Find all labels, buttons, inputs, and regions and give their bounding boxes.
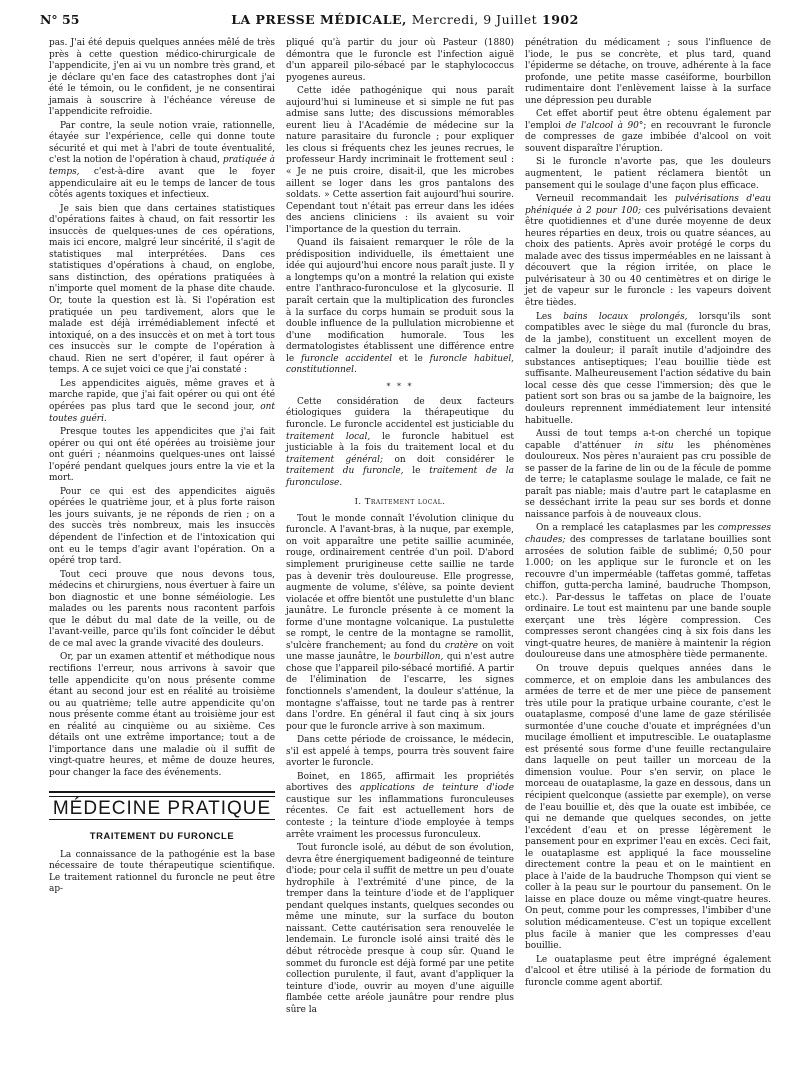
journal-name: LA PRESSE MÉDICALE, (231, 12, 407, 27)
paragraph: pénétration du médicament ; sous l'influence de l'iode, le pus se concrète, et plus tard, quand l'épiderme se détache, on trouve, adhérente à la face profonde, une petite masse caséiforme, bourbillon rudimentaire dont l'enlèvement laisse à la surface une dépression peu durable (525, 38, 771, 106)
paragraph: pliqué qu'à partir du jour où Pasteur (1880) démontra que le furoncle est l'infection aiguë d'un appareil pilo-sébacé par le staphylococcus pyogenes aureus. (286, 38, 514, 83)
section-title: MÉDECINE PRATIQUE (52, 798, 272, 820)
column-3 (525, 38, 771, 989)
paragraph: On a remplacé les cataplasmes par les compresses chaudes; des compresses de tarlatane bouillies sont arrosées de solution faible de sublimé; 0,50 pour 1.000; on les applique sur le furoncle et on les recouvre d'un imperméable (taffetas gommé, taffetas chiffon, gutta-percha laminé, baudruche Thompson, etc.). Par-dessus le taffetas on place de l'ouate ordinaire. Le tout est maintenu par une bande souple exerçant une très légère compression. Ces compresses seront changées cinq à six fois dans les vingt-quatre heures, de manière à maintenir la région douloureuse dans une atmosphère tiède permanente. (525, 523, 771, 661)
paragraph: Le ouataplasme peut être imprégné également d'alcool et être utilisé à la période de formation du furoncle comme agent abortif. (525, 954, 771, 988)
paragraph: Tout furoncle isolé, au début de son évolution, devra être énergiquement badigeonné de teinture d'iode; pour cela il suffit de mettre un peu d'ouate hydrophile à l'extrémité d'une pince, de la tremper dans la teinture d'iode et de l'appliquer pendant quelques instants, quelques secondes ou même une minute, sur la surface du bouton naissant. Cette cautérisation sera renouvelée le lendemain. Le furoncle isolé ainsi traité dès le début rétrocède presque à coup sûr. Quand le sommet du furoncle est déjà formé par une petite collection purulente, il faut, avant d'appliquer la teinture d'iode, ouvrir au moyen d'une aiguille flambée cette aréole jaunâtre pour rendre plus sûre la (286, 843, 514, 1015)
paragraph: Pour ce qui est des appendicites aiguës opérées le quatrième jour, et à plus forte raison les jours suivants, je ne réponds de rien ; on a des succès très nombreux, mais les insuccès dépendent de l'infection et de l'intoxication qui ont eu le temps d'agir avant l'opération. On a opéré trop tard. (49, 486, 275, 567)
paragraph: Dans cette période de croissance, le médecin, s'il est appelé à temps, pourra très souvent faire avorter le furoncle. (286, 735, 514, 769)
paragraph: pas. J'ai été depuis quelques années mêlé de très près à cette question médico-chirurgicale de l'appendicite, j'en ai vu un nombre très grand, et je déclare qu'en face des catastrophes dont j'ai été le témoin, ou le confident, je ne consentirai jamais à souscrire à l'échéance véreuse de l'appendicite refroidie. (49, 38, 275, 118)
paragraph: Je sais bien que dans certaines statistiques d'opérations faites à chaud, on fait ressortir les insuccès de quelques-unes de ces opérations, mais ici encore, malgré leur sincérité, il s'agit de statistiques mal interprétées. Dans ces statistiques d'opérations à chaud, on englobe, sans distinction, des opérations pratiquées à n'importe quel moment de la phase dite chaude. Or, toute la question est là. Si l'opération est pratiquée un peu tardivement, alors que le malade est déjà irrémédiablement infecté et intoxiqué, on a des insuccès et on met à tort tous ces insuccès sur le compte de l'opération à chaud. Rien ne sert d'opérer, il faut opérer à temps. A ce sujet voici ce que j'ai constaté : (49, 203, 275, 376)
page-number: N° 55 (40, 12, 80, 27)
issue-date: Mercredi, 9 Juillet (411, 12, 538, 27)
paragraph: Cette considération de deux facteurs étiologiques guidera la thérapeutique du furoncle. Le furoncle accidentel est justiciable du traitement local, le furoncle habituel est justiciable à la fois du traitement local et du traitement général; on doit considérer le traitement du furoncle, le traitement de la furonculose. (286, 396, 514, 488)
paragraph: Par contre, la seule notion vraie, rationnelle, étayée sur l'expérience, celle qui donne toute sécurité et qui met à l'abri de toute éventualité, c'est la notion de l'opération à chaud, pratiquée à temps, c'est-à-dire avant que le foyer appendiculaire ait eu le temps de lancer de tous côtés agents toxiques et infectieux. (49, 120, 275, 201)
page-header (40, 12, 770, 32)
section-rule-under-title (49, 819, 275, 820)
paragraph: Tout le monde connaît l'évolution clinique du furoncle. A l'avant-bras, à la nuque, par exemple, on voit apparaître une petite saillie acuminée, rouge, ordinairement centrée d'un poil. D'abord simplement prurigineuse cette saillie ne tarde pas à devenir très douloureuse. Elle progresse, augmente de volume, s'élève, sa pointe devient violacée et offre bientôt une pustulette d'un blanc jaunâtre. Le furoncle présente à ce moment la forme d'une montagne volcanique. La pustulette se rompt, le centre de la montagne se ramollit, s'ulcère franchement; au fond du cratère on voit une masse jaunâtre, le bourbillon, qui n'est autre chose que l'appareil pilo-sébacé mortifié. A partir de l'élimination de l'escarre, les signes fonctionnels s'amendent, la douleur s'atténue, la montagne s'affaisse, tout ne tarde pas à rentrer dans l'ordre. En général il faut cinq à six jours pour que le furoncle arrive à son maximum. (286, 513, 515, 732)
paragraph: Les appendicites aiguës, même graves et à marche rapide, que j'ai fait opérer ou qui ont été opérées pas plus tard que le second jour, ont toutes guéri. (49, 378, 276, 424)
paragraph: La connaissance de la pathogénie est la base nécessaire de toute thérapeutique scientifique. Le traitement rationnel du furoncle ne peut être ap- (49, 849, 275, 895)
paragraph: Cette idée pathogénique qui nous paraît aujourd'hui si lumineuse et si simple ne fut pas admise sans lutte; des discussions mémorables eurent lieu à l'Académie de médecine sur la nature parasitaire du furoncle ; pour expliquer les clous si fréquents chez les jeunes recrues, le professeur Hardy incriminait le frottement seul : « Je ne puis croire, disait-il, que les microbes aillent se loger dans les gros pantalons des soldats. » Cette assertion fait aujourd'hui sourire. Cependant tout n'était pas erreur dans les idées des anciens cliniciens : ils avaient su voir l'importance de la question du terrain. (286, 86, 514, 235)
section-rule-bottom (49, 796, 275, 797)
paragraph: On trouve depuis quelques années dans le commerce, et on emploie dans les ambulances des armées de terre et de mer une pièce de pansement très utile pour la pratique urbaine courante, c'est le ouataplasme, composé d'une lame de gaze stérilisée surmontée d'une couche d'ouate et imprégnées d'un mucilage émollient et imputrescible. Le ouataplasme est présenté sous forme d'une feuille rectangulaire dans laquelle on peut tailler un morceau de la dimension voulue. Pour s'en servir, on place le morceau de ouataplasme, la gaze en dessous, dans un récipient quelconque (assiette par exemple), on verse de l'eau bouillie et, dès que la ouate est imbibée, ce qui ne demande que quelques secondes, on jette l'excédent d'eau et on presse légèrement le pansement pour en exprimer l'eau en excès. Ceci fait, le ouataplasme est appliqué la face mousseline directement contre la peau et on le maintient en place à l'aide de la baudruche Thompson qui vient se coller à la peau sur le pourtour du pansement. On le laisse en place douze ou même vingt-quatre heures. On peut, comme pour les compresses, l'imbiber d'une solution médicamenteuse. C'est un topique excellent plus facile à manier que les compresses d'eau bouillie. (525, 663, 771, 952)
paragraph: Les bains locaux prolongés, lorsqu'ils sont compatibles avec le siège du mal (furoncle du bras, de la jambe), constituent un excellent moyen de calmer la douleur; il paraît inutile d'adjoindre des substances antiseptiques; l'eau bouillie tiède est suffisante. Malheureusement l'action sédative du bain local cesse dès que cesse l'immersion; dès que le patient sort son bras ou sa jambe de la baignoire, les douleurs reprennent immédiatement leur intensité habituelle. (525, 311, 771, 426)
column-2 (286, 38, 514, 1016)
paragraph: Quand ils faisaient remarquer le rôle de la prédisposition individuelle, ils émettaient une idée qui aujourd'hui encore nous paraît juste. Il y a longtemps qu'on a montré la relation qui existe entre l'anthraco-furonculose et la glycosurie. Il paraît certain que la multiplication des furoncles à la surface du corps humain se produit sous la double influence de la pullulation microbienne et d'une modification humorale. Tous les dermatologistes établissent une différence entre le furoncle accidentel et le furoncle habituel, constitutionnel. (286, 238, 515, 376)
paragraph: Tout ceci prouve que nous devons tous, médecins et chirurgiens, nous évertuer à faire un bon diagnostic et une bonne séméiologie. Les malades ou les parents nous racontent parfois que le début du mal date de la veille, ou de l'avant-veille, parce qu'ils font coïncider le début de ce mal avec la grande vivacité des douleurs. (49, 569, 275, 649)
paragraph: Aussi de tout temps a-t-on cherché un topique capable d'atténuer in situ les phénomènes douloureux. Nos pères n'auraient pas cru possible de se passer de la farine de lin ou de la fécule de pomme de terre; le cataplasme soulage le malade, ce fait ne paraît pas niable; mais d'autre part le cataplasme en se desséchant irrite la peau sur ses bords et donne naissance parfois à de nouveaux clous. (525, 429, 772, 520)
issue-year: 1902 (542, 12, 579, 27)
section-separator-stars: * * * (386, 381, 414, 391)
paragraph: Si le furoncle n'avorte pas, que les douleurs augmentent, le patient réclamera bientôt un pansement qui le soulage d'une façon plus efficace. (525, 157, 771, 191)
paragraph: Presque toutes les appendicites que j'ai fait opérer ou qui ont été opérées au troisième jour ont guéri ; néanmoins quelques-unes ont laissé l'opéré pendant quelques jours entre la vie et la mort. (49, 427, 275, 484)
column-1 (49, 38, 275, 896)
paragraph: Or, par un examen attentif et méthodique nous rectifions l'erreur, nous arrivons à savoir que telle appendicite qu'on nous présente comme étant au second jour est en réalité au troisième ou au quatrième; telle autre appendicite qu'on nous présente comme étant au troisième jour est en réalité au cinquième ou au sixième. Ces détails ont une extrême importance; tout a de l'importance dans une maladie où il suffit de vingt-quatre heures, et même de douze heures, pour changer la face des événements. (49, 652, 275, 778)
subsection-heading: I. Traitement local. (354, 496, 446, 507)
article-title: TRAITEMENT DU FURONCLE (89, 830, 235, 841)
section-rule-top (49, 791, 275, 793)
paragraph: Boinet, en 1865, affirmait les propriétés abortives des applications de teinture d'iode caustique sur les inflammations furonculeuses récentes. Ce fait est actuellement hors de conteste ; la teinture d'iode employée à temps arrête vraiment les processus furonculeux. (286, 771, 514, 840)
paragraph: Verneuil recommandait les pulvérisations d'eau phéniquée à 2 pour 100; ces pulvérisations devaient être quotidiennes et d'une durée moyenne de deux heures réparties en deux, trois ou quatre séances, au choix des patients. Après avoir protégé le corps du malade avec des tissus imperméables en ne laissant à découvert que la région irritée, on place le pulvérisateur à 30 ou 40 centimètres et on dirige le jet de vapeur sur le furoncle : les vapeurs doivent être tièdes. (525, 194, 772, 309)
paragraph: Cet effet abortif peut être obtenu également par l'emploi de l'alcool à 90°; en recouvrant le furoncle de compresses de gaze imbibée d'alcool on voit souvent disparaître l'éruption. (525, 109, 771, 154)
journal-masthead (40, 12, 770, 27)
